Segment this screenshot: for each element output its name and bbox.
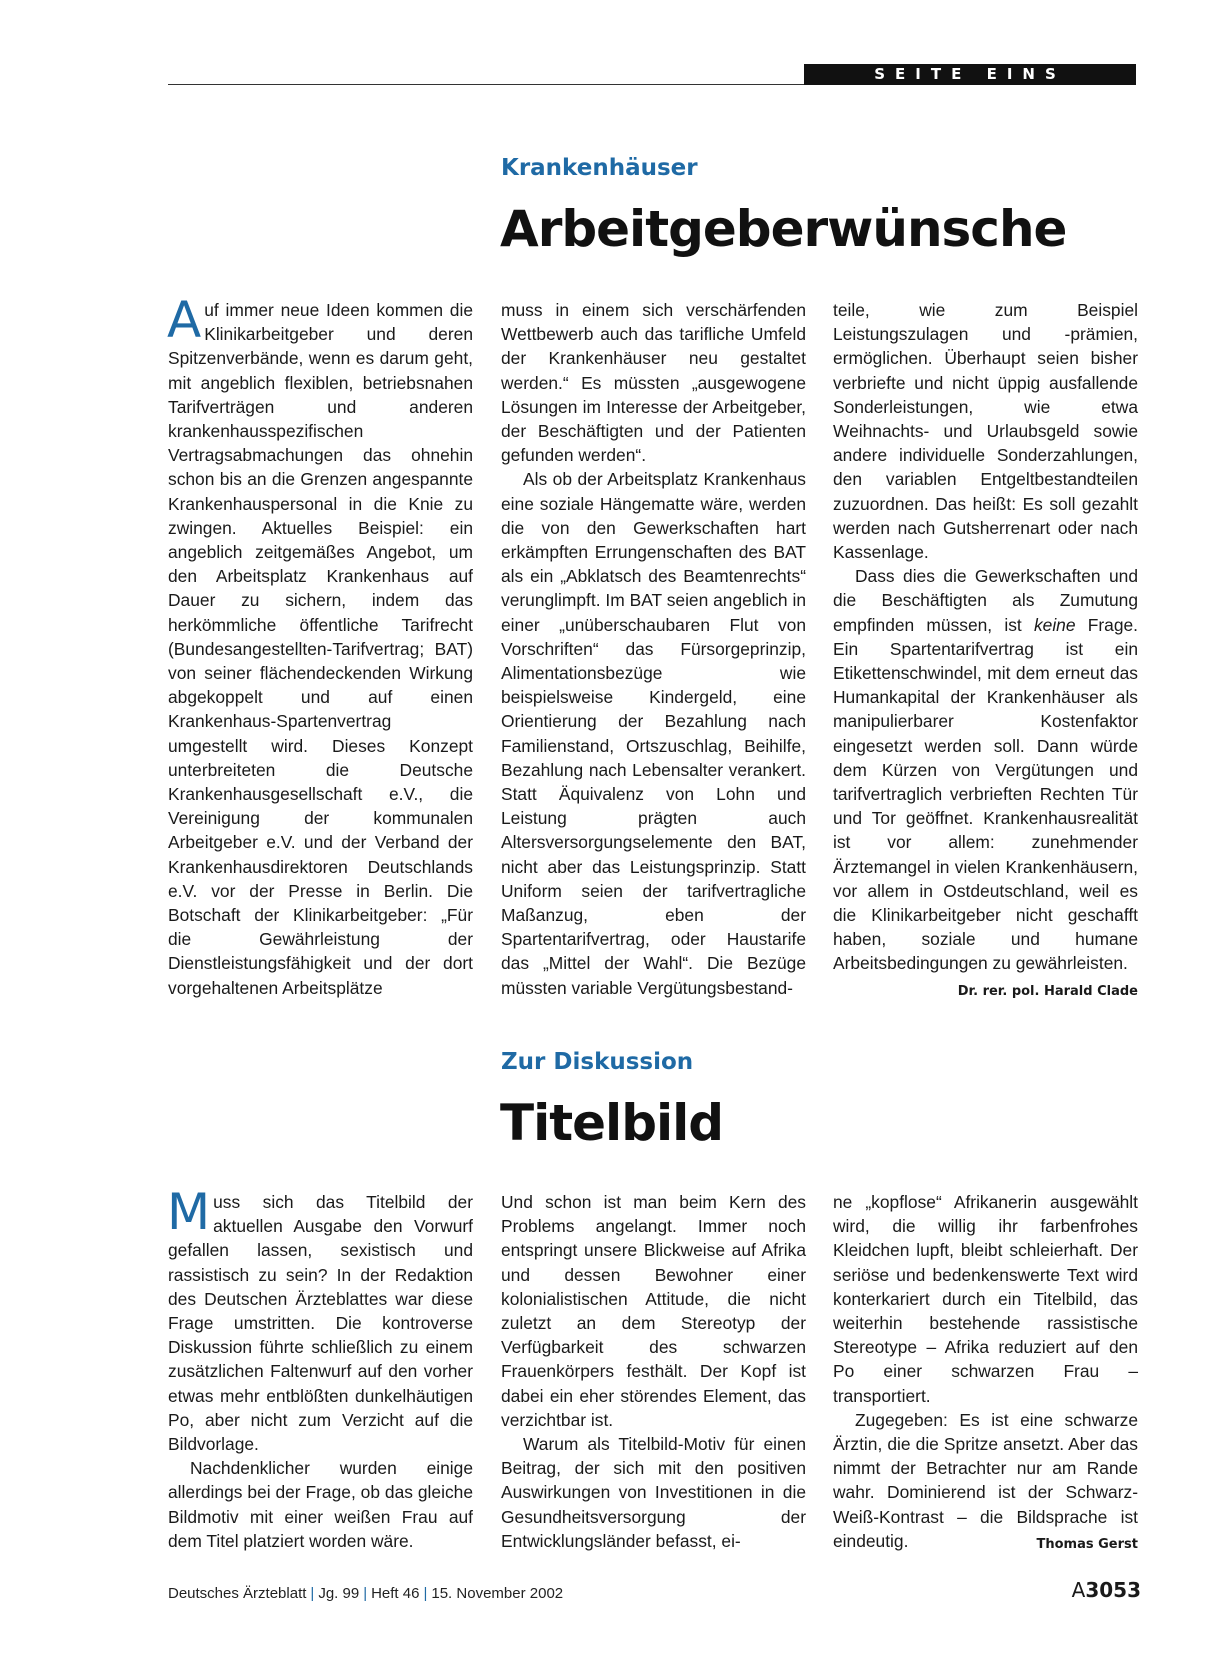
- footer-separator: |: [310, 1585, 315, 1602]
- article2-col3-para2-text: Zugegeben: Es ist eine schwarze Ärztin, die die Spritze ansetzt. Aber das nimmt der Betrachter nur am Rande wahr. Dominierend ist der Schwarz-Weiß-Kontrast – die Bildsprache ist eindeutig.: [833, 1409, 1138, 1551]
- page-footer: [168, 1585, 563, 1602]
- article1-headline: Arbeitgeberwünsche: [500, 200, 1067, 258]
- issue-date: 15. November 2002: [431, 1585, 564, 1602]
- article2-column-1: [167, 1183, 473, 1553]
- page-number: [1072, 1578, 1141, 1602]
- article1-col3-para2-b: Frage. Ein Spartentarifvertrag ist ein Etikettenschwindel, mit dem erneut das Humankapital der Krankenhäuser als manipulierbarer Kostenfaktor eingesetzt werden soll. Dann würde dem Kürzen von Vergütungen und tarifvertraglich verbrieften Rechten Tür und Tor geöffnet. Krankenhausrealität ist vor allem: zunehmender Ärztemangel in vielen Krankenhäusern, vor allem in Ostdeutschland, weil es die Klinikarbeitgeber nicht geschafft haben, soziale und humane Arbeitsbedingungen zu gewährleisten.: [833, 614, 1138, 974]
- article2-col1-para2: Nachdenklicher wurden einige allerdings bei der Frage, ob das gleiche Bildmotiv mit einer weißen Frau auf dem Titel platziert worden wäre.: [168, 1458, 473, 1551]
- article2-headline: Titelbild: [500, 1094, 724, 1152]
- article2-dropcap: M: [167, 1183, 211, 1241]
- footer-separator: |: [423, 1585, 428, 1602]
- article1-column-1: [167, 291, 473, 1000]
- section-label: SEITE EINS: [804, 64, 1136, 85]
- article2-author: Thomas Gerst: [1036, 1536, 1138, 1552]
- article1-column-2: [501, 298, 806, 1000]
- article1-col2-para1: muss in einem sich verschärfenden Wettbewerb auch das tarifliche Umfeld der Krankenhäuser neu gestaltet werden.“ Es müssten „ausgewogene Lösungen im Interesse der Arbeitgeber, der Beschäftigten und der Patienten gefunden werden“.: [501, 300, 806, 466]
- article1-col3-para1: teile, wie zum Beispiel Leistungszulagen und -prämien, ermöglichen. Überhaupt seien bisher verbriefte und nicht üppig ausfallende Sonderleistungen, wie etwa Weihnachts- und Urlaubsgeld sowie andere individuelle Sonderzahlungen, den variablen Entgeltbestandteilen zuzuordnen. Das heißt: Es soll gezahlt werden nach Gutsherrenart oder nach Kassenlage.: [833, 300, 1138, 563]
- page-number-value: 3053: [1085, 1578, 1141, 1602]
- article1-col2-para2: Als ob der Arbeitsplatz Krankenhaus eine soziale Hängematte wäre, werden die von den Gewerkschaften hart erkämpften Errungenschaften des BAT als ein „Abklatsch des Beamtenrechts“ verunglimpft. Im BAT seien angeblich in einer „unüberschaubaren Flut von Vorschriften“ das Fürsorgeprinzip, Alimentationsbezüge wie beispielsweise Kindergeld, eine Orientierung der Bezahlung nach Familienstand, Ortszuschlag, Beihilfe, Bezahlung nach Lebensalter verankert. Statt Äquivalenz von Lohn und Leistung prägten auch Altersversorgungselemente den BAT, nicht aber das Leistungsprinzip. Statt Uniform seien der tarifvertragliche Maßanzug, eben der Spartentarifvertrag, oder Haustarife das „Mittel der Wahl“. Die Bezüge müssten variable Vergütungsbestand-: [501, 469, 806, 998]
- footer-separator: |: [363, 1585, 368, 1602]
- article2-column-3: [833, 1190, 1138, 1557]
- volume: Jg. 99: [318, 1585, 360, 1602]
- article1-kicker: Krankenhäuser: [501, 155, 698, 181]
- article2-col2-para1: Und schon ist man beim Kern des Problems angelangt. Immer noch entspringt unsere Blickweise auf Afrika und dessen Bewohner einer kolonialistischen Attitude, die nicht zuletzt an dem Stereotyp der Verfügbarkeit des schwarzen Frauenkörpers festhält. Der Kopf ist dabei ein eher störendes Element, das verzichtbar ist.: [501, 1192, 806, 1430]
- article2-column-2: [501, 1190, 806, 1553]
- article2-col1-text: uss sich das Titelbild der aktuellen Ausgabe den Vorwurf gefallen lassen, sexistisch und rassistisch zu sein? In der Redaktion des Deutschen Ärzteblattes war diese Frage umstritten. Die kontroverse Diskussion führte schließlich zu einem zusätzlichen Faltenwurf auf den vorher etwas mehr entblößten dunkelhäutigen Po, aber nicht zum Verzicht auf die Bildvorlage.: [168, 1192, 473, 1455]
- article2-col2-para2: Warum als Titelbild-Motiv für einen Beitrag, der sich mit den positiven Auswirkungen von Investitionen in die Gesundheitsversorgung der Entwicklungsländer befasst, ei-: [501, 1434, 806, 1551]
- article2-col3-para1: ne „kopflose“ Afrikanerin ausgewählt wird, die willig ihr farbenfrohes Kleidchen lupft, bleibt schleierhaft. Der seriöse und bedenkenswerte Text wird konterkariert durch ein Titelbild, das weiterhin bestehende rassistische Stereotype – Afrika reduziert auf den Po einer schwarzen Frau – transportiert.: [833, 1192, 1138, 1406]
- journal-name: Deutsches Ärzteblatt: [168, 1585, 307, 1602]
- article1-col3-para2-a: Dass dies die Gewerkschaften und die Beschäftigten als Zumutung empfinden müssen, ist: [833, 566, 1138, 635]
- article1-col3-para2: [833, 564, 1138, 999]
- header-rule: [168, 84, 804, 85]
- article1-column-3: [833, 298, 1138, 1004]
- article2-col3-para2: [833, 1408, 1138, 1553]
- article1-col1-text: uf immer neue Ideen kommen die Klinikarbeitgeber und deren Spitzenverbände, wenn es darum geht, mit angeblich flexiblen, betriebsnahen Tarifverträgen und anderen krankenhausspezifischen Vertragsabmachungen das ohnehin schon bis an die Grenzen angespannte Krankenhauspersonal in die Knie zu zwingen. Aktuelles Beispiel: ein angeblich zeitgemäßes Angebot, um den Arbeitsplatz Krankenhaus auf Dauer zu sichern, indem das herkömmliche öffentliche Tarifrecht (Bundesangestellten-Tarifvertrag; BAT) von seiner flächendeckenden Wirkung abgekoppelt und auf einen Krankenhaus-Spartenvertrag umgestellt wird. Dieses Konzept unterbreiteten die Deutsche Krankenhausgesellschaft e.V., die Vereinigung der kommunalen Arbeitgeber e.V. und der Verband der Krankenhausdirektoren Deutschlands e.V. vor der Presse in Berlin. Die Botschaft der Klinikarbeitgeber: „Für die Gewährleistung der Dienstleistungsfähigkeit und der dort vorgehaltenen Arbeitsplätze: [168, 300, 473, 998]
- article1-dropcap: A: [167, 291, 202, 349]
- article2-kicker: Zur Diskussion: [501, 1049, 694, 1075]
- article1-emphasis: keine: [1033, 614, 1076, 635]
- article1-author: Dr. rer. pol. Harald Clade: [957, 983, 1138, 999]
- page-prefix: A: [1071, 1578, 1086, 1602]
- issue: Heft 46: [371, 1585, 420, 1602]
